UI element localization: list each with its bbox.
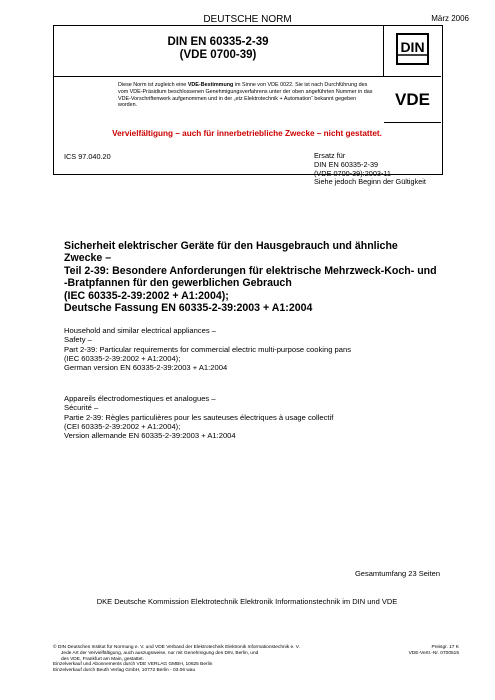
title-line: Part 2-39: Particular requirements for commercial electric multi-purpose cooking pans — [64, 344, 351, 354]
standard-number-box — [53, 25, 384, 77]
reproduction-notice: Vervielfältigung – auch für innerbetriebliche Zwecke – nicht gestattet. — [112, 129, 382, 138]
title-line: Appareils électrodomestiques et analogues – — [64, 394, 216, 403]
title-line: (CEI 60335-2-39:2002 + A1:2004); — [64, 421, 181, 431]
replacement-line: Ersatz für — [314, 151, 346, 160]
note-bold-term: VDE-Bestimmung — [187, 82, 234, 88]
title-line: Version allemande EN 60335-2-39:2003 + A1:2004 — [64, 431, 236, 441]
vde-number: (VDE 0700-39) — [179, 49, 257, 61]
copyright-line: Einzelverkauf und Abonnements durch VDE VERLAG GMBH, 10625 Berlin — [53, 662, 213, 668]
svg-text:VDE: VDE — [395, 90, 430, 109]
note-text-rest: im Sinne von VDE 0022. Sie ist nach Durchführung des vom VDE-Präsidium beschlossenen Genehmigungsverfahrens unter der oben angeführten Nummer in das VDE-Vorschriftenwerk aufgenommen und in der „etz Elektrotechnik + Automation“ bekannt gegeben worden. — [118, 82, 373, 109]
total-pages: Gesamtumfang 23 Seiten — [354, 569, 440, 578]
title-line: Deutsche Fassung EN 60335-2-39:2003 + A1:2004 — [64, 302, 313, 315]
publication-date: März 2006 — [431, 14, 469, 23]
title-line: (IEC 60335-2-39:2002 + A1:2004); — [64, 289, 229, 302]
din-logo — [384, 26, 441, 77]
norm-type-header: DEUTSCHE NORM — [203, 14, 292, 25]
title-line: (IEC 60335-2-39:2002 + A1:2004); — [64, 353, 181, 363]
replacement-line: (VDE 0700-39):2003-11 — [314, 168, 391, 178]
english-title — [64, 326, 444, 372]
standard-number: DIN EN 60335-2-39 — [167, 36, 269, 48]
vde-regulation-note — [118, 82, 376, 109]
copyright-line: © DIN Deutsches Institut für Normung e. V. und VDE Verband der Elektrotechnik Elektronik Informationstechnik e. V. — [53, 645, 300, 650]
price-group: Preisgr. 17 K — [431, 645, 459, 650]
title-line: Teil 2-39: Besondere Anforderungen für elektrische Mehrzweck-Koch- und — [64, 264, 437, 277]
replacement-info — [314, 152, 426, 187]
title-line: Sécurité – — [64, 403, 99, 413]
replacement-line: DIN EN 60335-2-39 — [314, 159, 379, 169]
title-line: Sicherheit elektrischer Geräte für den Hausgebrauch und ähnliche — [64, 240, 398, 252]
copyright-line: des VDE, Frankfurt am Main, gestattet. — [61, 656, 144, 662]
ics-code: ICS 97.040.20 — [64, 152, 111, 161]
french-title — [64, 394, 444, 440]
title-line: German version EN 60335-2-39:2003 + A1:2004 — [64, 363, 228, 373]
title-line: Zwecke – — [64, 252, 112, 265]
copyright-line: Jede Art der Vervielfältigung, auch auszugsweise, nur mit Genehmigung des DIN, Berlin, und — [61, 650, 259, 656]
svg-text:DIN: DIN — [400, 39, 425, 55]
title-line: Safety – — [64, 335, 92, 345]
vde-order-number: VDE-Vertr.-Nr. 0700515 — [408, 651, 459, 656]
vde-logo — [384, 77, 441, 123]
replacement-line: Siehe jedoch Beginn der Gültigkeit — [314, 177, 426, 187]
title-line: -Bratpfannen für den gewerblichen Gebrauch — [64, 277, 292, 290]
title-line: Household and similar electrical appliances – — [64, 326, 216, 335]
german-title — [64, 240, 442, 314]
committee-line: DKE Deutsche Kommission Elektrotechnik Elektronik Informationstechnik im DIN und VDE — [96, 597, 398, 606]
note-text-start: Diese Norm ist zugleich eine — [118, 82, 188, 88]
title-line: Partie 2-39: Règles particulières pour les sauteuses électriques à usage collectif — [64, 412, 334, 422]
copyright-line: Einzelverkauf durch Beuth Verlag GmbH, 10772 Berlin - 03.06 wau — [53, 668, 196, 674]
